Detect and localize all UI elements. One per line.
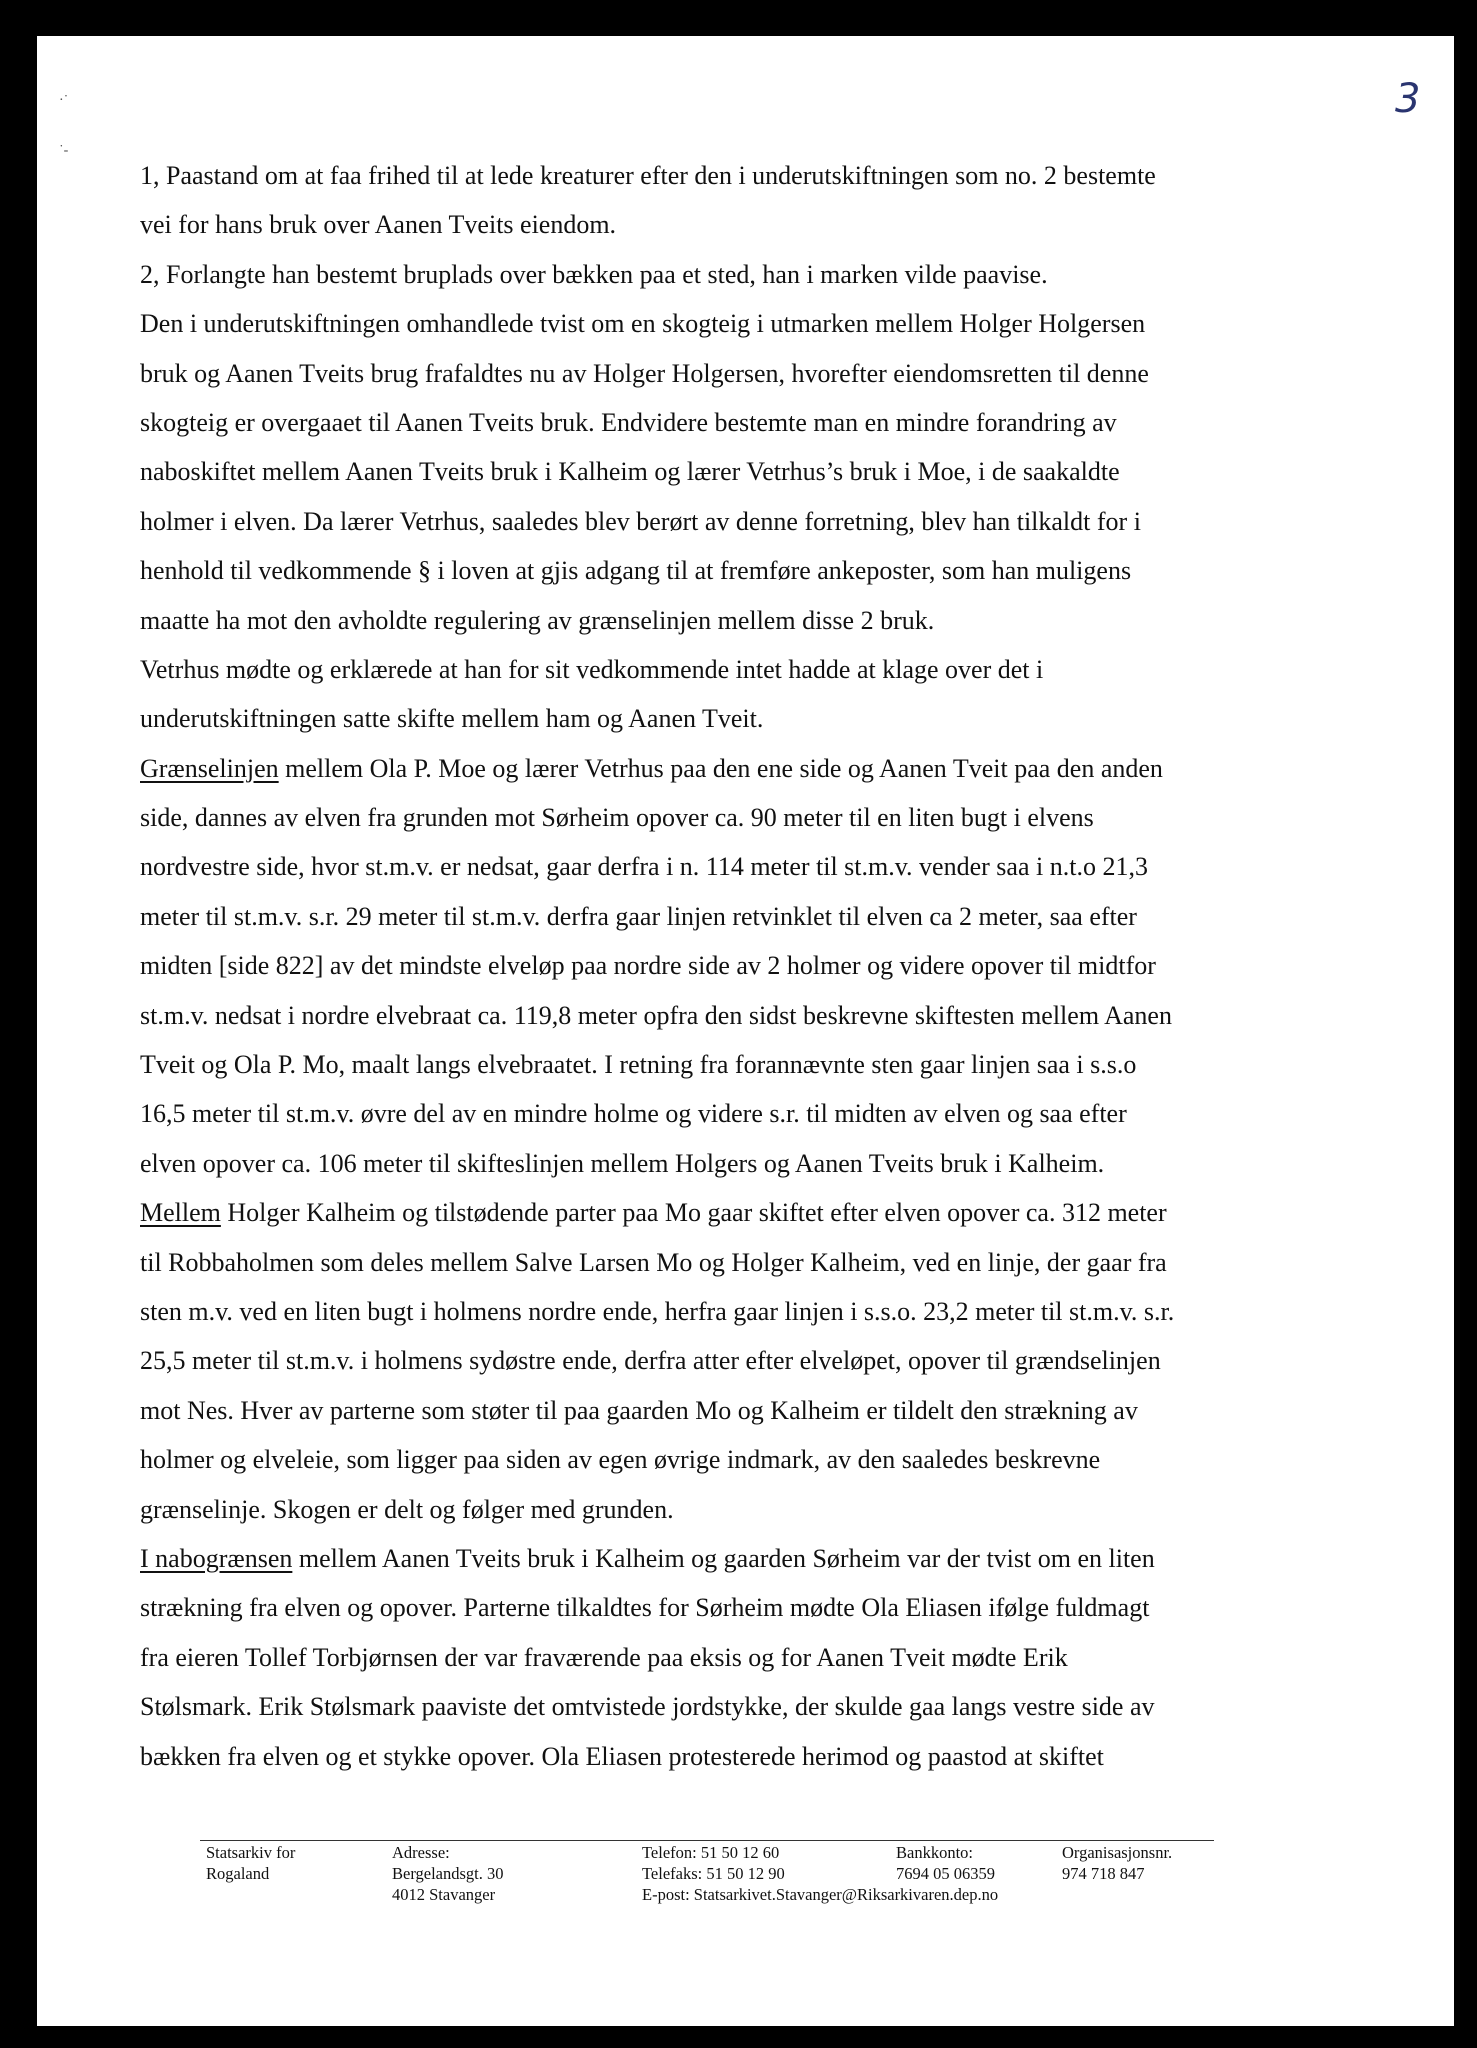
- text-line: 1, Paastand om at faa frihed til at lede kreaturer efter den i underutskiftningen som no. 2 bestemte: [140, 161, 1156, 190]
- text-line: til Robbaholmen som deles mellem Salve Larsen Mo og Holger Kalheim, ved en linje, der gaar fra: [140, 1247, 1167, 1277]
- text-line: side, dannes av elven fra grunden mot Sørheim opover ca. 90 meter til en liten bugt i elvens: [140, 803, 1094, 833]
- text-line: mot Nes. Hver av parterne som støter til paa gaarden Mo og Kalheim er tildelt den strækning av: [140, 1395, 1138, 1425]
- text-line: maatte ha mot den avholdte regulering av grænselinjen mellem disse 2 bruk.: [140, 605, 935, 635]
- text-line: [140, 1188, 1290, 1237]
- footer-line: Telefaks: 51 50 12 90: [642, 1864, 785, 1883]
- footer-line: 4012 Stavanger: [392, 1885, 496, 1904]
- footer-bank: [896, 1842, 995, 1884]
- scan-specks: ·˙ ˙-: [59, 93, 69, 158]
- text-line: 16,5 meter til st.m.v. øvre del av en mindre holme og videre s.r. til midten av elven og saa efter: [140, 1099, 1127, 1129]
- text-line: Stølsmark. Erik Stølsmark paaviste det omtvistede jordstykke, der skulde gaa langs vestre side av: [140, 1692, 1155, 1722]
- text-line: holmer og elveleie, som ligger paa siden av egen øvrige indmark, av den saaledes beskrevne: [140, 1445, 1101, 1475]
- underlined-heading: I nabogrænsen: [140, 1543, 293, 1573]
- text-span: mellem Ola P. Moe og lærer Vetrhus paa den ene side og Aanen Tveit paa den anden: [278, 753, 1163, 783]
- footer-line: Telefon: 51 50 12 60: [642, 1843, 780, 1862]
- footer-line: Bergelandsgt. 30: [392, 1864, 504, 1883]
- text-line: naboskiftet mellem Aanen Tveits bruk i Kalheim og lærer Vetrhus’s bruk i Moe, i de saakaldte: [140, 457, 1120, 487]
- text-line: midten [side 822] av det mindste elveløp paa nordre side av 2 holmer og videre opover til midtfor: [140, 951, 1156, 981]
- text-line: meter til st.m.v. s.r. 29 meter til st.m.v. derfra gaar linjen retvinklet til elven ca 2 meter, saa efter: [140, 901, 1137, 931]
- footer-line: Adresse:: [392, 1843, 450, 1862]
- text-line: Tveit og Ola P. Mo, maalt langs elvebraatet. I retning fra forannævnte sten gaar linjen saa i s.s.o: [140, 1050, 1137, 1080]
- text-line: Den i underutskiftningen omhandlede tvist om en skogteig i utmarken mellem Holger Holgersen: [140, 309, 1146, 339]
- text-line: vei for hans bruk over Aanen Tveits eiendom.: [140, 210, 617, 240]
- underlined-heading: Mellem: [140, 1198, 221, 1228]
- text-line: bruk og Aanen Tveits brug frafaldtes nu av Holger Holgersen, hvorefter eiendomsretten til denne: [140, 358, 1149, 388]
- text-line: [140, 744, 1290, 793]
- text-line: fra eieren Tollef Torbjørnsen der var fraværende paa eksis og for Aanen Tveit mødte Erik: [140, 1642, 1068, 1672]
- text-line: holmer i elven. Da lærer Vetrhus, saaledes blev berørt av denne forretning, blev han tilkaldt for i: [140, 506, 1141, 536]
- footer-rule: [200, 1840, 1214, 1841]
- text-line: 25,5 meter til st.m.v. i holmens sydøstre ende, derfra atter efter elveløpet, opover til grændselinjen: [140, 1346, 1161, 1376]
- footer-line: 974 718 847: [1062, 1864, 1145, 1883]
- footer-line: 7694 05 06359: [896, 1864, 995, 1883]
- text-line: underutskiftningen satte skifte mellem ham og Aanen Tveit.: [140, 704, 764, 734]
- text-line: [140, 1534, 1290, 1583]
- footer-address: [392, 1842, 504, 1905]
- footer-line: Rogaland: [206, 1864, 270, 1883]
- footer-line: E-post: Statsarkivet.Stavanger@Riksarkivaren.dep.no: [642, 1885, 999, 1904]
- footer-line: Bankkonto:: [896, 1843, 973, 1862]
- footer-line: Statsarkiv for: [206, 1843, 296, 1862]
- text-line: 2, Forlangte han bestemt bruplads over bækken paa et sted, han i marken vilde paavise.: [140, 259, 1048, 289]
- footer-org-number: [1062, 1842, 1172, 1884]
- underlined-heading: Grænselinjen: [140, 753, 279, 783]
- footer-line: Organisasjonsnr.: [1062, 1843, 1173, 1862]
- text-line: skogteig er overgaaet til Aanen Tveits bruk. Endvidere bestemte man en mindre forandring av: [140, 407, 1117, 437]
- text-line: st.m.v. nedsat i nordre elvebraat ca. 119,8 meter opfra den sidst beskrevne skiftesten mellem Aanen: [140, 1000, 1172, 1030]
- document-body: [140, 151, 1290, 1781]
- page-number: 3: [1395, 76, 1421, 122]
- text-span: Holger Kalheim og tilstødende parter paa Mo gaar skiftet efter elven opover ca. 312 meter: [220, 1198, 1167, 1228]
- text-line: bækken fra elven og et stykke opover. Ola Eliasen protesterede herimod og paastod at skiftet: [140, 1741, 1104, 1771]
- text-line: henhold til vedkommende § i loven at gjis adgang til at fremføre ankeposter, som han muligens: [140, 556, 1132, 586]
- text-line: Vetrhus mødte og erklærede at han for sit vedkommende intet hadde at klage over det i: [140, 654, 1044, 684]
- text-line: elven opover ca. 106 meter til skifteslinjen mellem Holgers og Aanen Tveits bruk i Kalheim.: [140, 1148, 1105, 1178]
- text-line: strækning fra elven og opover. Parterne tilkaldtes for Sørheim mødte Ola Eliasen ifølge fuldmagt: [140, 1593, 1150, 1623]
- text-line: nordvestre side, hvor st.m.v. er nedsat, gaar derfra i n. 114 meter til st.m.v. vender saa i n.t.o 21,3: [140, 852, 1148, 882]
- text-span: mellem Aanen Tveits bruk i Kalheim og gaarden Sørheim var der tvist om en liten: [292, 1543, 1155, 1573]
- text-line: grænselinje. Skogen er delt og følger med grunden.: [140, 1494, 674, 1524]
- text-line: sten m.v. ved en liten bugt i holmens nordre ende, herfra gaar linjen i s.s.o. 23,2 meter til st.m.v. s.r.: [140, 1296, 1175, 1326]
- footer-institution: [206, 1842, 295, 1884]
